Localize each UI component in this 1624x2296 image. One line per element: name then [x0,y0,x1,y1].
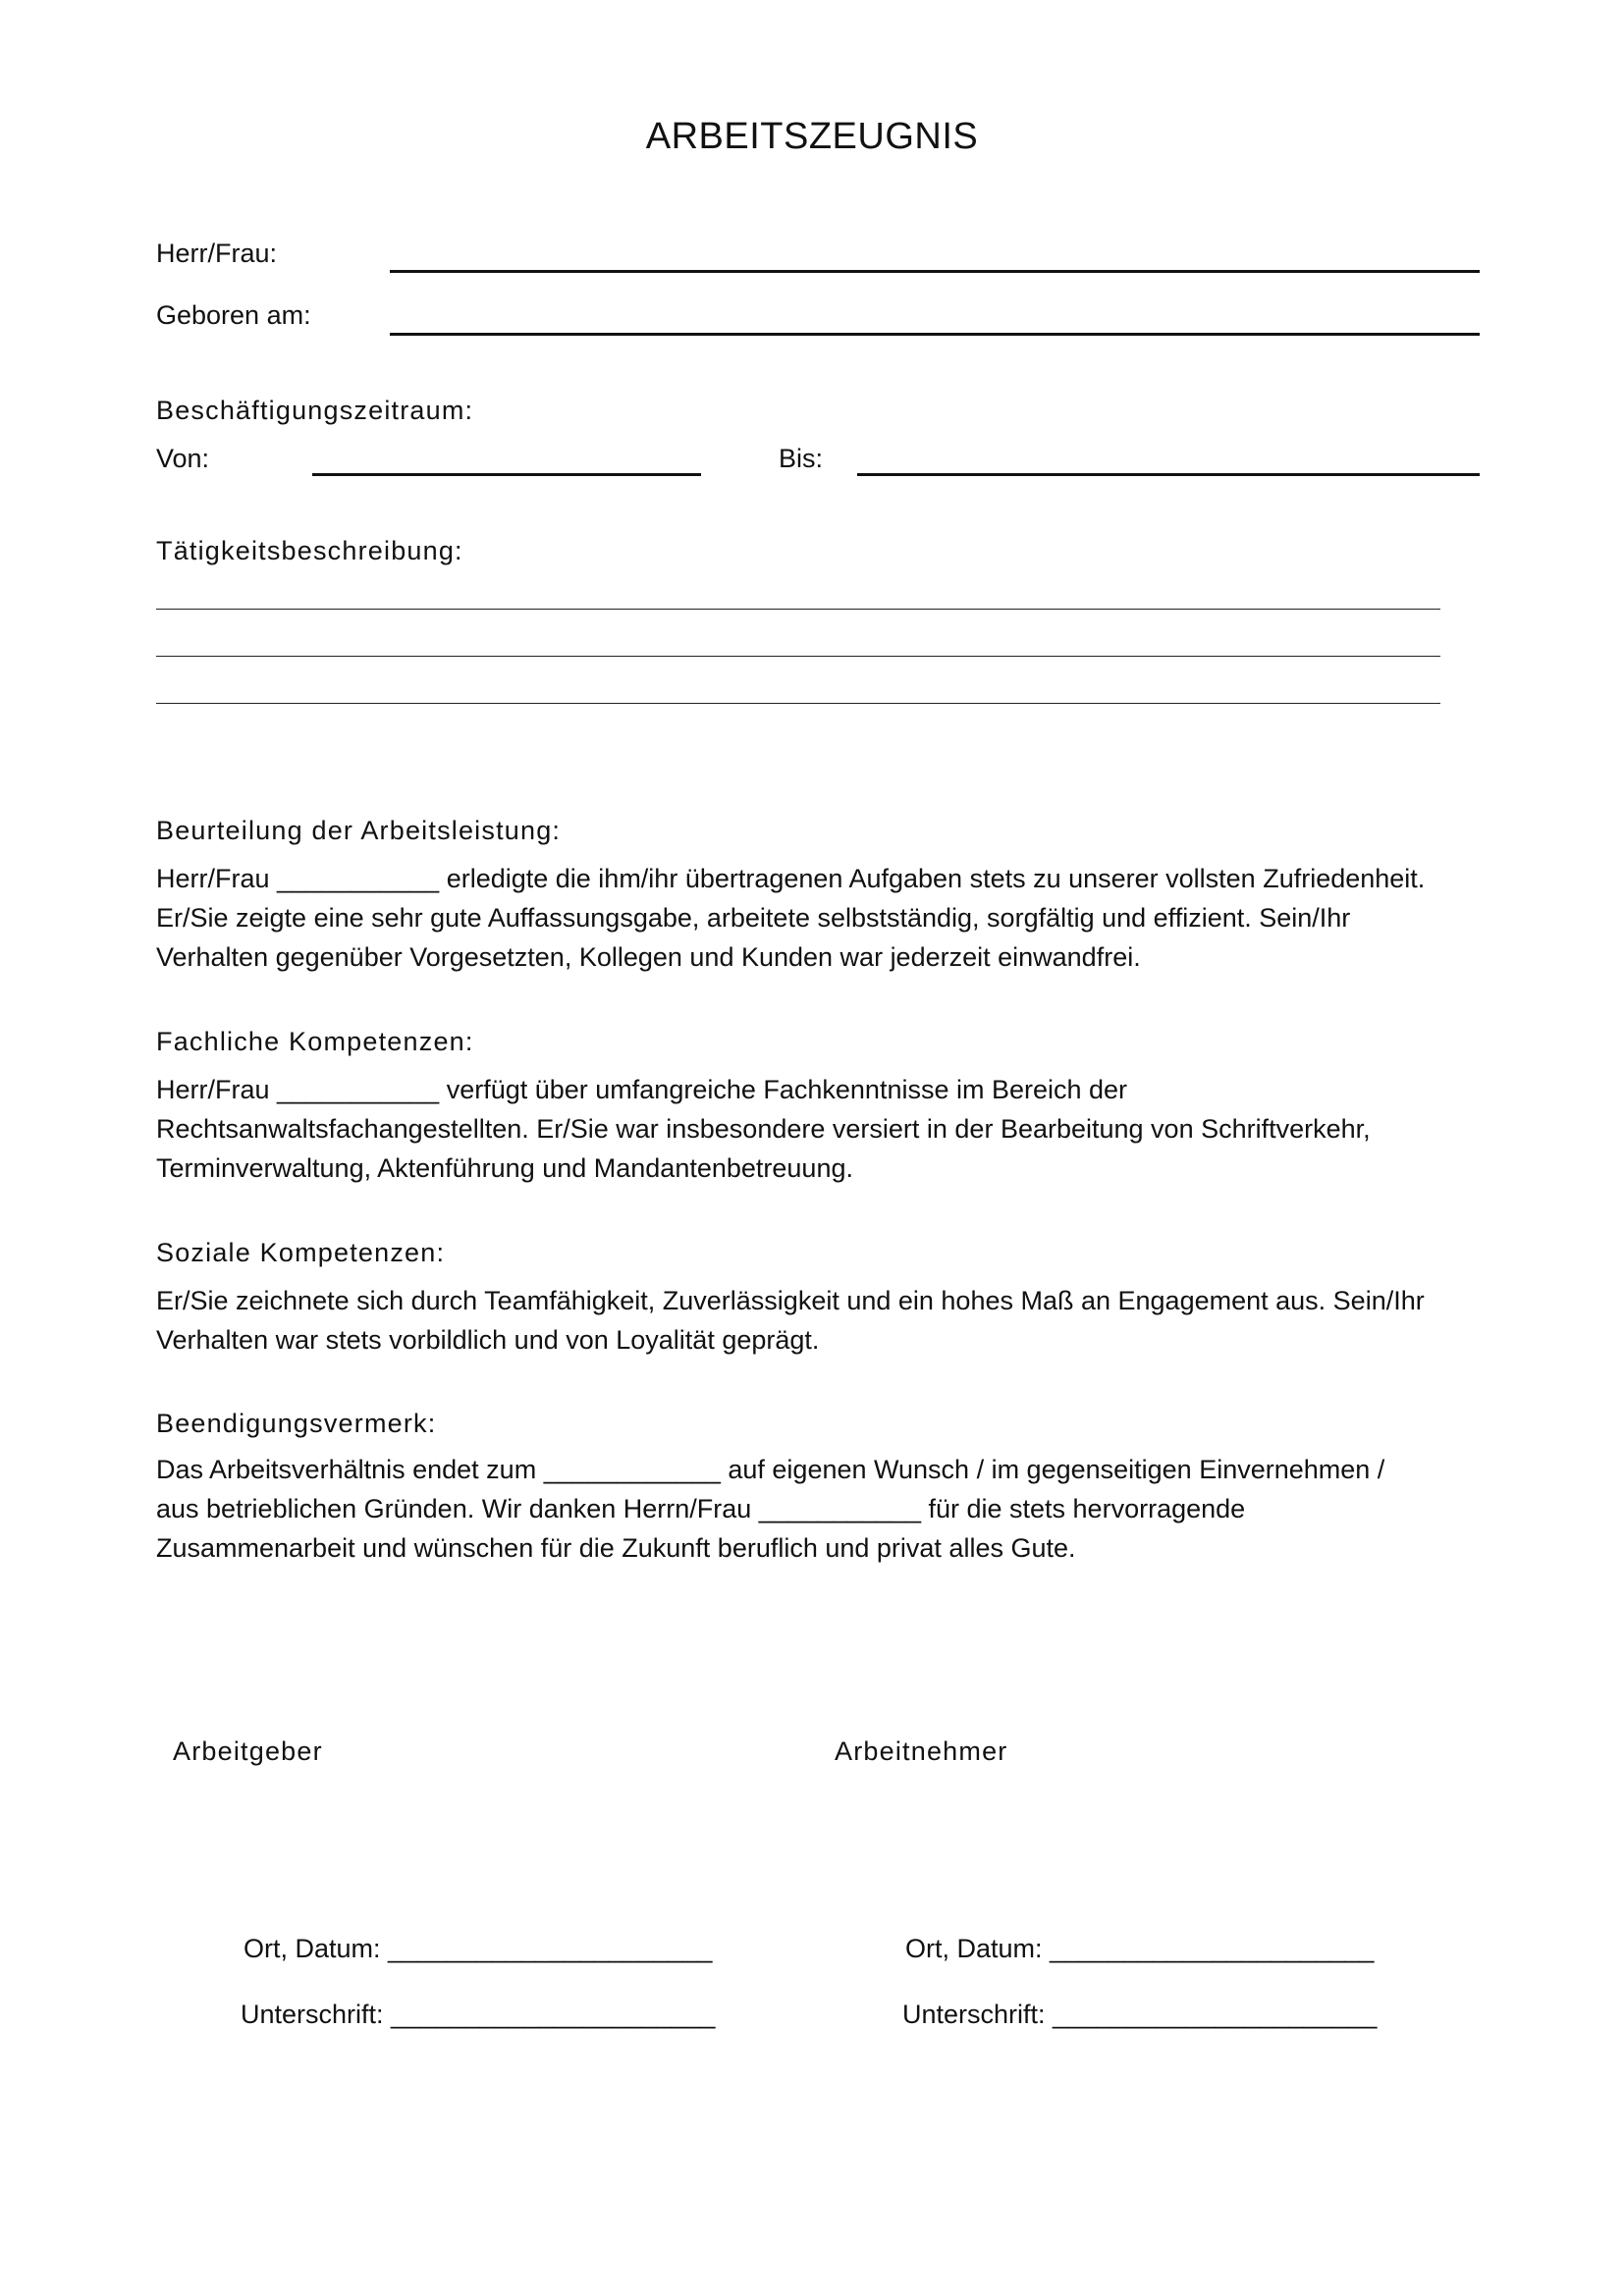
name-field-line[interactable] [390,270,1480,273]
employer-signature[interactable]: Unterschrift: ______________________ [241,2000,716,2029]
termination-paragraph [156,1450,1491,1568]
birthdate-field-line[interactable] [390,333,1480,336]
termination-line-3: Zusammenarbeit und wünschen für die Zukunft beruflich und privat alles Gute. [156,1533,1076,1563]
performance-line-1: Herr/Frau ___________ erledigte die ihm/ihr übertragenen Aufgaben stets zu unserer vollsten Zufriedenheit. [156,864,1426,893]
activity-heading: Tätigkeitsbeschreibung: [156,536,463,565]
social-line-1: Er/Sie zeichnete sich durch Teamfähigkeit, Zuverlässigkeit und ein hohes Maß an Engagement aus. Sein/Ihr [156,1286,1425,1315]
performance-paragraph [156,859,1491,977]
termination-line-2: aus betrieblichen Gründen. Wir danken Herrn/Frau ___________ für die stets hervorragende [156,1494,1246,1523]
technical-paragraph [156,1070,1491,1188]
performance-heading: Beurteilung der Arbeitsleistung: [156,816,562,845]
technical-heading: Fachliche Kompetenzen: [156,1027,474,1056]
performance-line-2: Er/Sie zeigte eine sehr gute Auffassungsgabe, arbeitete selbstständig, sorgfältig und effizient. Sein/Ihr [156,903,1351,933]
activity-line-2[interactable] [156,656,1440,657]
activity-line-1[interactable] [156,609,1440,610]
technical-line-3: Terminverwaltung, Aktenführung und Mandantenbetreuung. [156,1153,853,1183]
employer-heading: Arbeitgeber [173,1736,323,1766]
employee-place-date[interactable]: Ort, Datum: ______________________ [905,1934,1375,1963]
performance-line-3: Verhalten gegenüber Vorgesetzten, Kollegen und Kunden war jederzeit einwandfrei. [156,942,1141,972]
period-to-field-line[interactable] [857,473,1480,476]
period-from-label: Von: [156,444,210,473]
period-to-label: Bis: [779,444,824,473]
social-line-2: Verhalten war stets vorbildlich und von Loyalität geprägt. [156,1325,820,1355]
birthdate-label: Geboren am: [156,300,311,330]
social-heading: Soziale Kompetenzen: [156,1238,446,1267]
termination-heading: Beendigungsvermerk: [156,1409,437,1438]
technical-line-2: Rechtsanwaltsfachangestellten. Er/Sie war insbesondere versiert in der Bearbeitung von Schriftverkehr, [156,1114,1371,1144]
employer-place-date[interactable]: Ort, Datum: ______________________ [244,1934,713,1963]
termination-line-1: Das Arbeitsverhältnis endet zum ____________ auf eigenen Wunsch / im gegenseitigen Einvernehmen / [156,1455,1385,1484]
employee-signature[interactable]: Unterschrift: ______________________ [902,2000,1378,2029]
period-from-field-line[interactable] [312,473,701,476]
name-label: Herr/Frau: [156,239,278,268]
employee-heading: Arbeitnehmer [835,1736,1008,1766]
document-title: ARBEITSZEUGNIS [645,116,979,157]
period-heading: Beschäftigungszeitraum: [156,396,474,425]
social-paragraph [156,1281,1491,1360]
activity-line-3[interactable] [156,703,1440,704]
technical-line-1: Herr/Frau ___________ verfügt über umfangreiche Fachkenntnisse im Bereich der [156,1075,1128,1104]
